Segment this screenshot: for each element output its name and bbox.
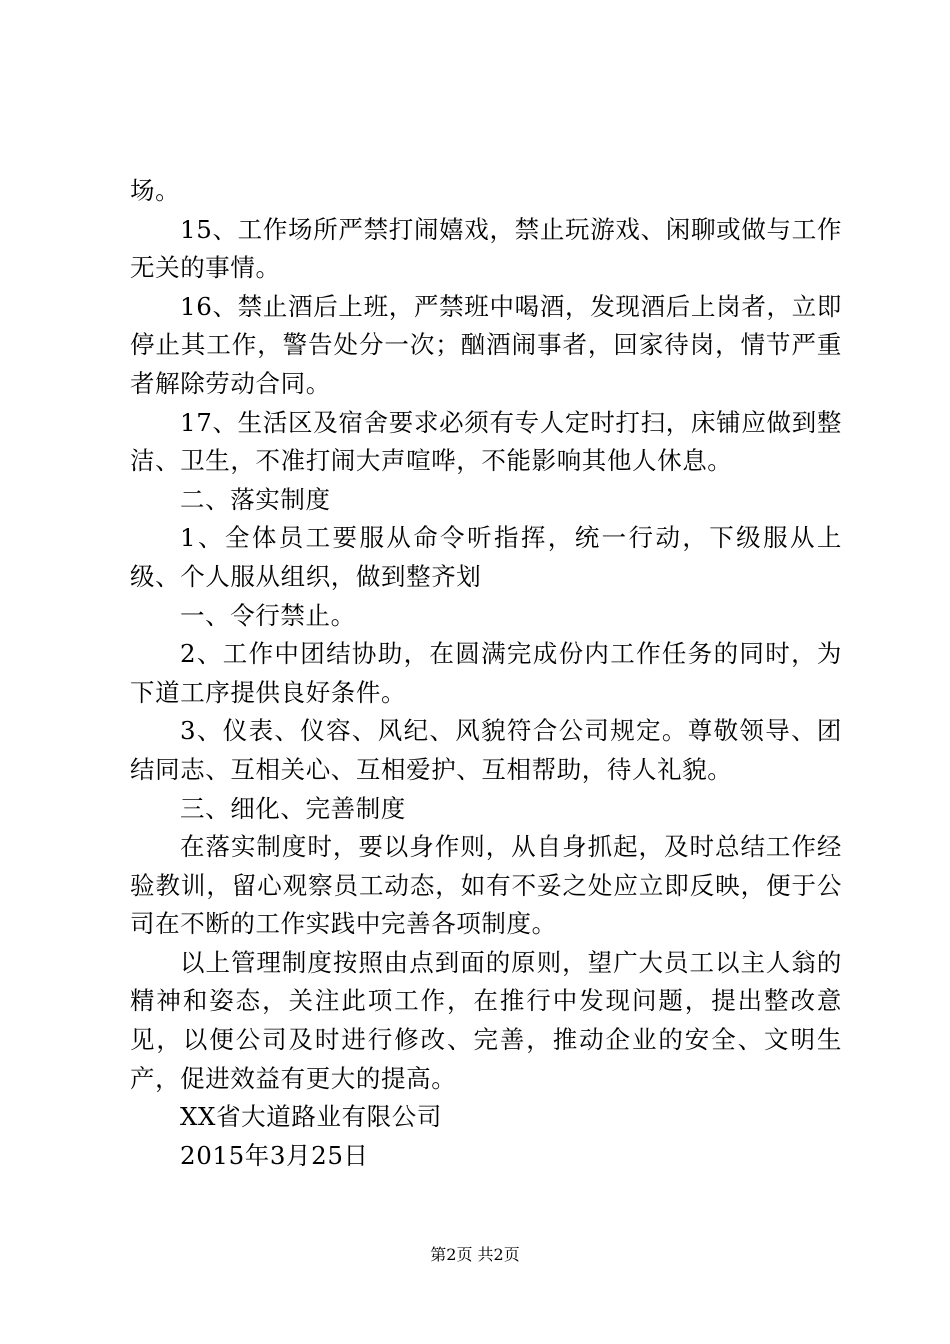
paragraph: 1、全体员工要服从命令听指挥，统一行动，下级服从上级、个人服从组织，做到整齐划 — [130, 523, 842, 591]
document-date: 2015年3月25日 — [180, 1140, 369, 1170]
paragraph: 3、仪表、仪容、风纪、风貌符合公司规定。尊敬领导、团结同志、互相关心、互相爱护、互相帮助，待人礼貌。 — [130, 716, 842, 784]
section-heading: 二、落实制度 — [180, 484, 331, 514]
page-number-footer: 第2页 共2页 — [430, 1245, 520, 1264]
paragraph: 16、禁止酒后上班，严禁班中喝酒，发现酒后上岗者，立即停止其工作，警告处分一次；酗酒闹事者，回家待岗，情节严重者解除劳动合同。 — [130, 291, 842, 398]
section-heading: 三、细化、完善制度 — [180, 793, 406, 823]
paragraph: 在落实制度时，要以身作则，从自身抓起，及时总结工作经验教训，留心观察员工动态，如有不妥之处应立即反映，便于公司在不断的工作实践中完善各项制度。 — [130, 832, 842, 939]
document-body — [130, 172, 842, 1175]
paragraph: 以上管理制度按照由点到面的原则，望广大员工以主人翁的精神和姿态，关注此项工作，在推行中发现问题，提出整改意见，以便公司及时进行修改、完善，推动企业的安全、文明生产，促进效益有更大的提高。 — [130, 947, 842, 1093]
company-signature: XX省大道路业有限公司 — [180, 1102, 442, 1132]
paragraph: 17、生活区及宿舍要求必须有专人定时打扫，床铺应做到整洁、卫生，不准打闹大声喧哗，不能影响其他人休息。 — [130, 407, 842, 476]
paragraph: 一、令行禁止。 — [180, 600, 356, 630]
paragraph: 15、工作场所严禁打闹嬉戏，禁止玩游戏、闲聊或做与工作无关的事情。 — [130, 214, 842, 283]
paragraph: 2、工作中团结协助，在圆满完成份内工作任务的同时，为下道工序提供良好条件。 — [130, 639, 842, 707]
paragraph: 场。 — [130, 176, 181, 205]
